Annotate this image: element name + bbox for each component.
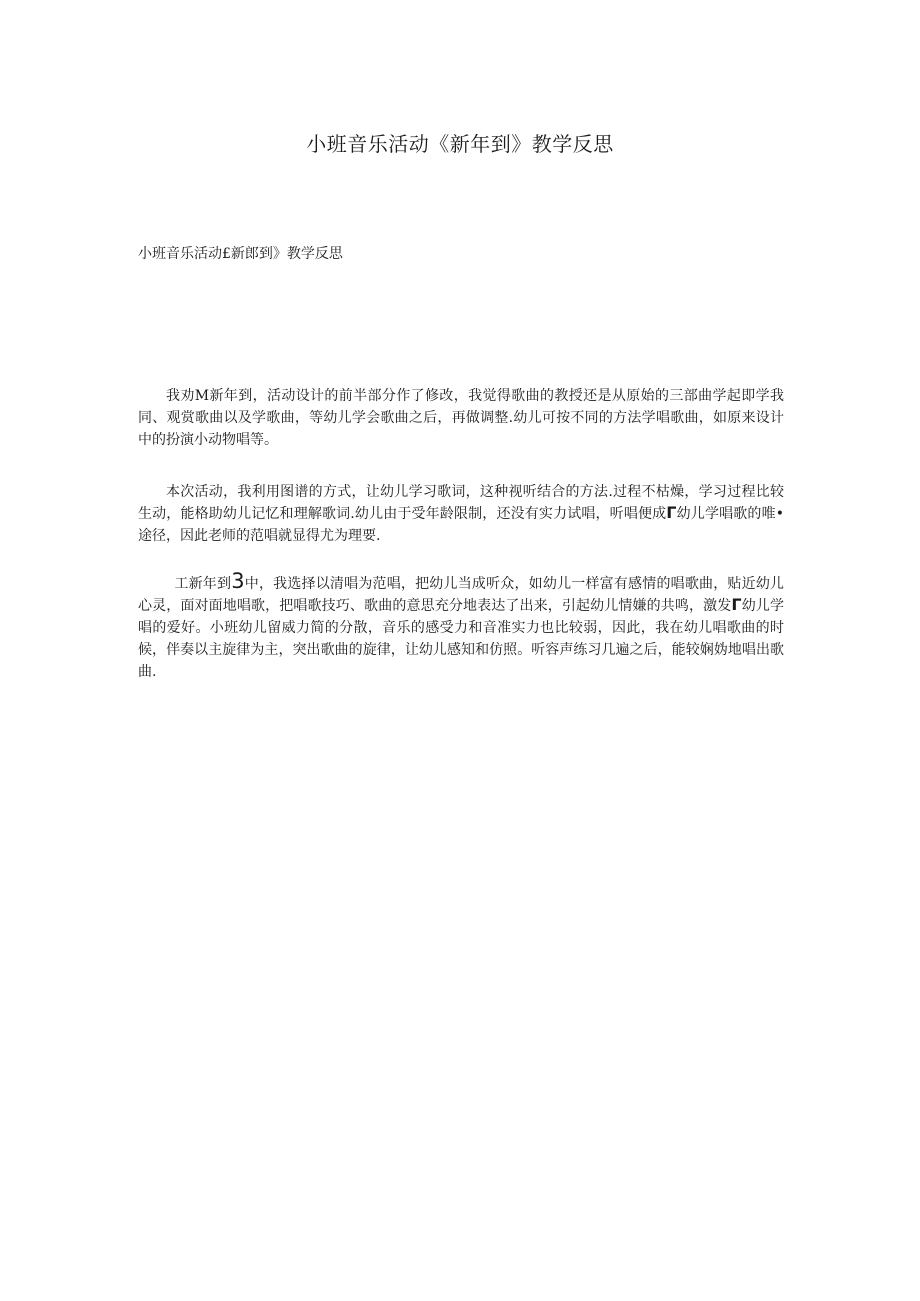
paragraph-3 bbox=[138, 569, 785, 683]
paragraph-3-big-digit: 3 bbox=[231, 569, 245, 593]
paragraph-3-glyph: Γ bbox=[731, 595, 742, 614]
document-title: 小班音乐活动《新年到》教学反思 bbox=[306, 132, 614, 156]
paragraph-3-text-a: 工新年到 bbox=[174, 576, 232, 592]
paragraph-1: 我劝M新年到，活动设计的前半部分作了修改，我觉得歌曲的教授还是从原始的三部曲学起即学我同、观赏歌曲以及学歌曲，等幼儿学会歌曲之后，再做调整.幼儿可按不同的方法学唱歌曲，如原来设计中的扮演小动物唱等。 bbox=[138, 388, 784, 448]
paragraph-2-glyph: Γ bbox=[666, 503, 677, 522]
paragraph-3-text-b: 中，我选择以清唱为范唱，把幼儿当成听众，如幼儿一样富有感情的唱歌曲，贴近幼儿心灵，面对面地唱歌，把唱歌技巧、歌曲的意思充分地表达了出来，引起幼儿情嫌的共鸣，激发 bbox=[138, 576, 785, 614]
paragraph-3-text-c: 幼儿学唱的爱好。小班幼儿留威力简的分散，音乐的感受力和音准实力也比较弱，因此，我在幼儿唱歌曲的时候，伴奏以主旋律为主，突出歌曲的旋律，让幼儿感知和仿照。听容声练习几遍之后，能较娴妫地唱出歌曲. bbox=[138, 598, 785, 680]
paragraph-2-text-b: 幼儿学唱歌的唯•途径，因此老师的范唱就显得尤为理要. bbox=[138, 506, 784, 544]
paragraph-2 bbox=[138, 481, 784, 547]
paragraph-2-text-a: 本次活动，我利用图谱的方式，让幼儿学习歌词，这种视听结合的方法.过程不枯燥，学习过程比较生动，能格助幼儿记忆和理解歌词.幼儿由于受年龄限制，还没有实力试唱，听唱便成 bbox=[138, 484, 784, 522]
document-subtitle: 小班音乐活动£新郎到》教学反思 bbox=[138, 246, 343, 262]
